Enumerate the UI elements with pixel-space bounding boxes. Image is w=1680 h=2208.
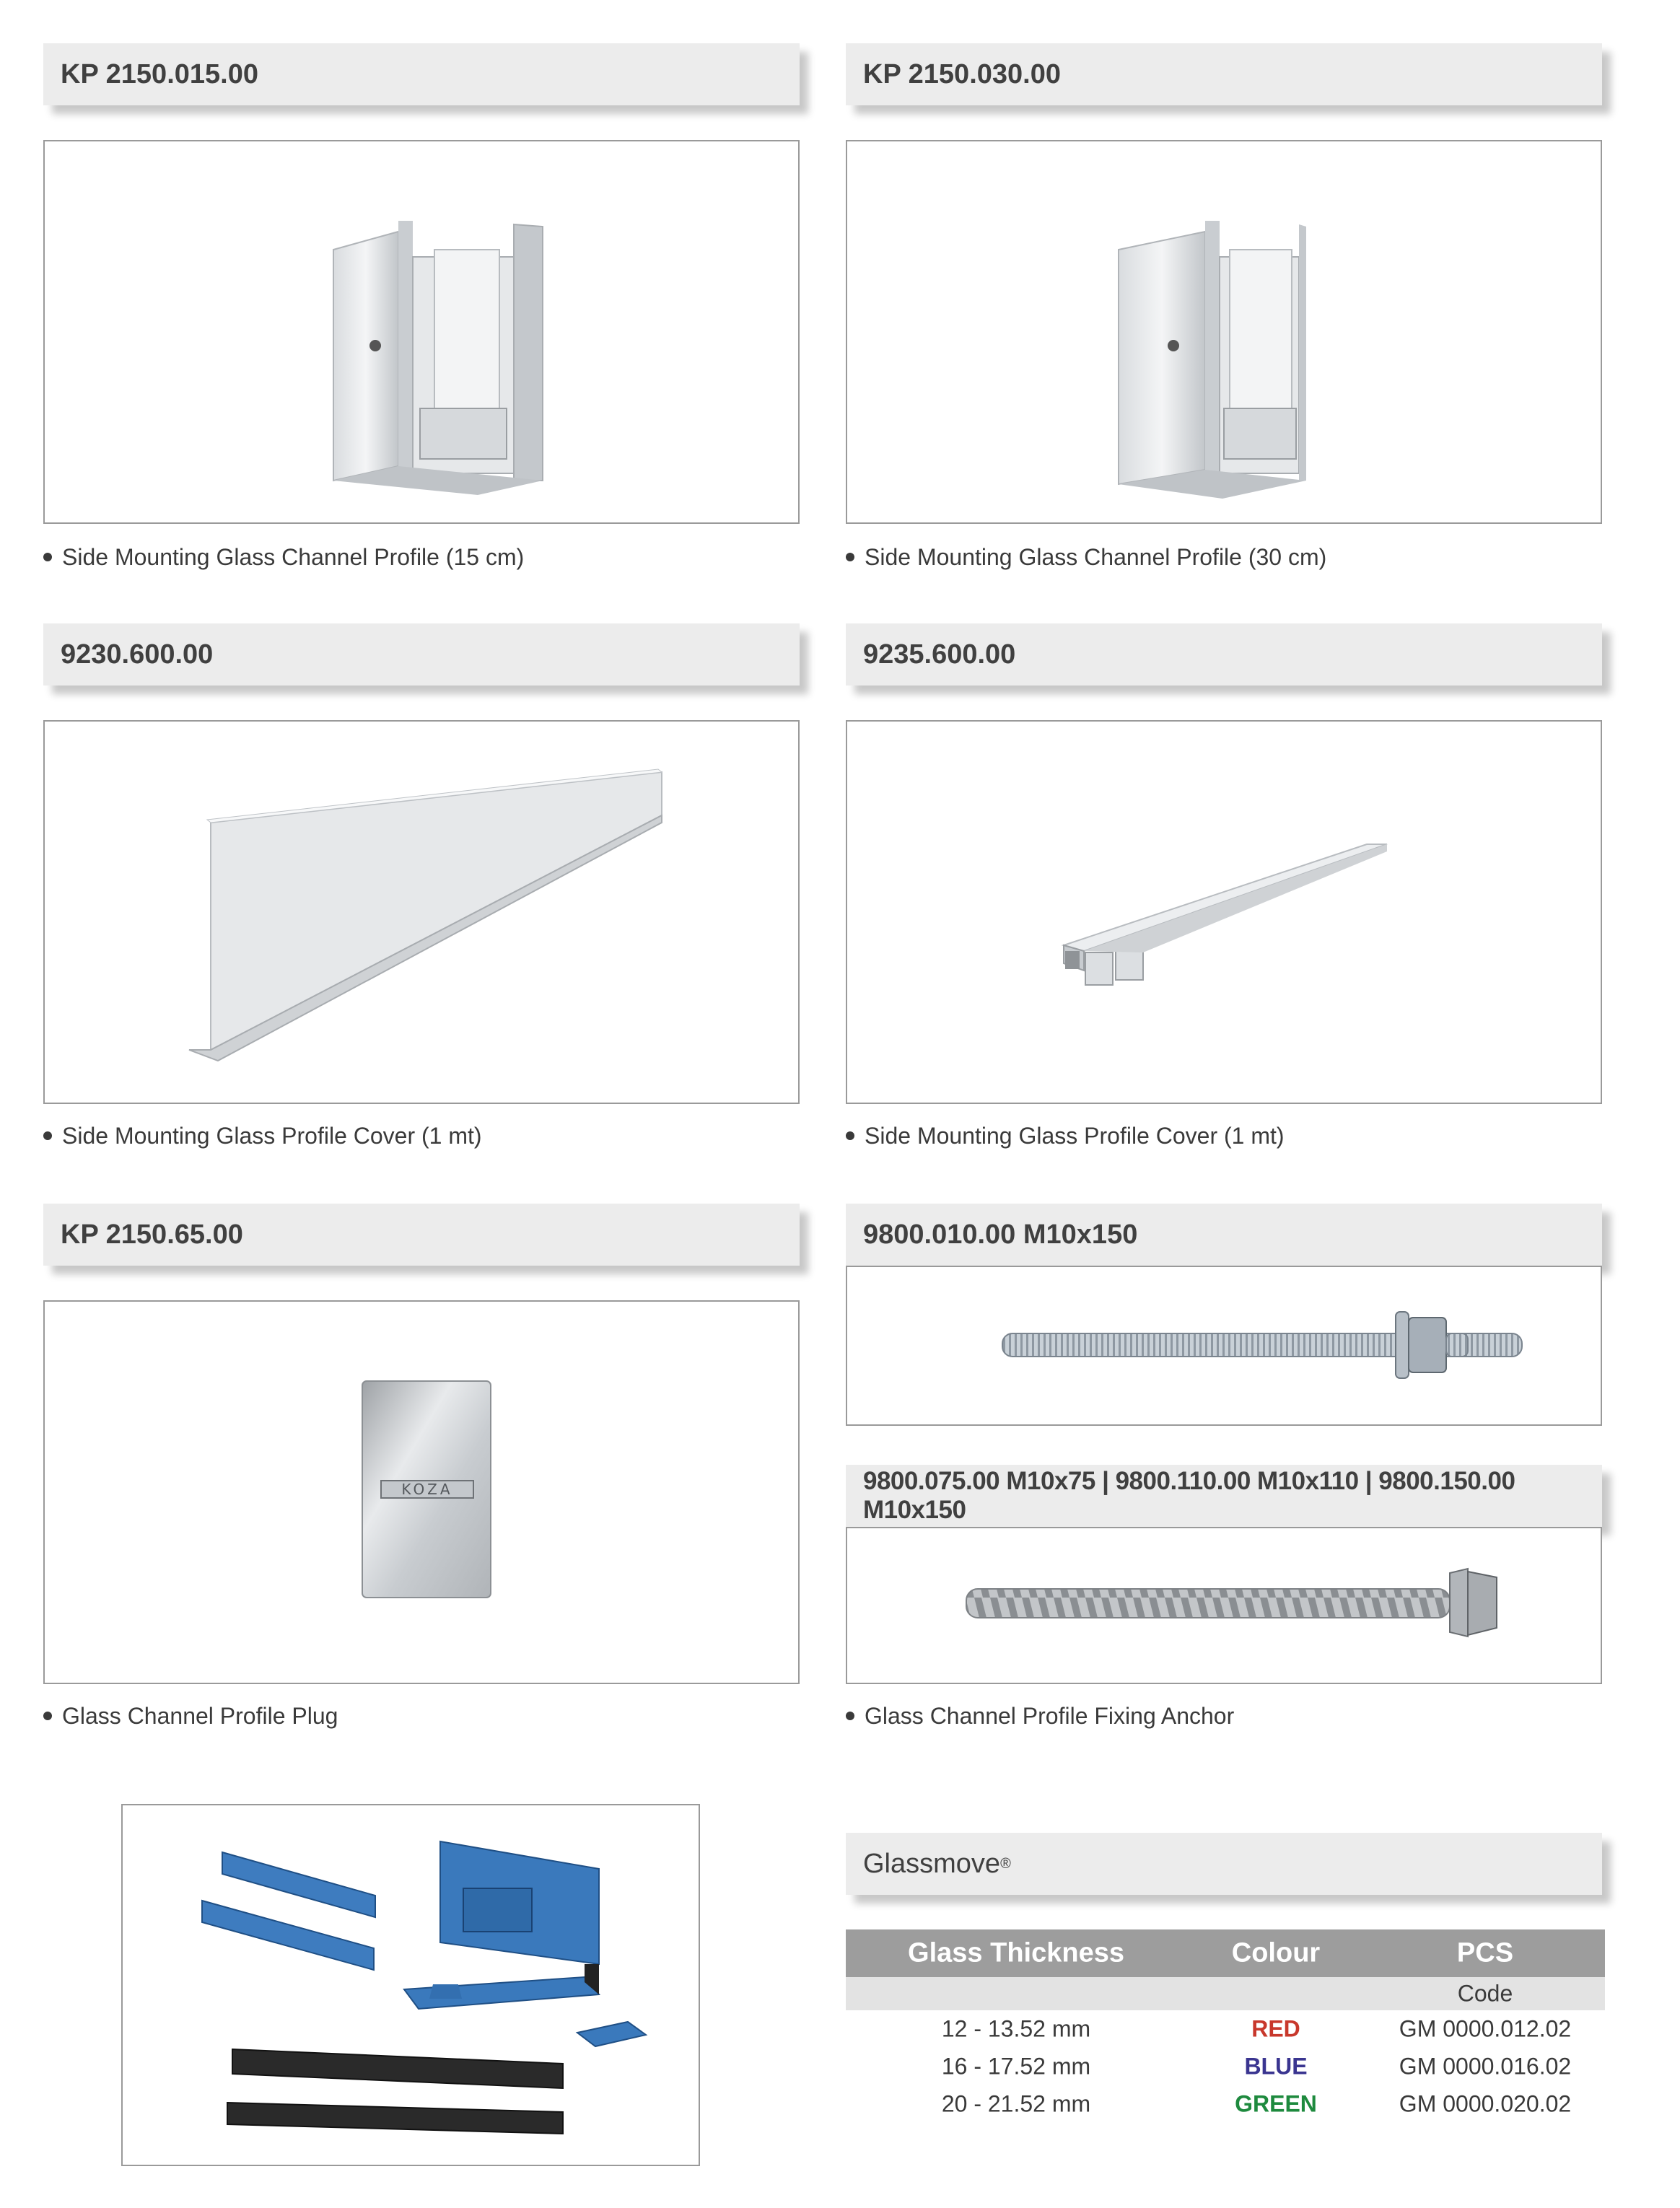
code-cell: GM 0000.012.02 bbox=[1399, 2015, 1572, 2042]
product-image-frame bbox=[846, 720, 1602, 1104]
profile-cover-image bbox=[847, 722, 1601, 1103]
product-code-header: 9230.600.00 bbox=[43, 623, 800, 685]
product-caption: Glass Channel Profile Fixing Anchor bbox=[846, 1703, 1234, 1730]
threaded-rod-image bbox=[847, 1267, 1601, 1424]
anchor-image-frame bbox=[846, 1266, 1602, 1426]
product-code-header: KP 2150.015.00 bbox=[43, 43, 800, 105]
product-image-frame bbox=[43, 1300, 800, 1684]
glass-channel-profile-image bbox=[45, 141, 798, 522]
table-subheader-row bbox=[846, 1977, 1605, 2010]
colour-cell: GREEN bbox=[1235, 2090, 1317, 2117]
product-code-header: KP 2150.65.00 bbox=[43, 1204, 800, 1266]
screw-anchor-image bbox=[847, 1528, 1601, 1683]
colour-cell: BLUE bbox=[1244, 2053, 1308, 2080]
thickness-cell: 16 - 17.52 mm bbox=[941, 2053, 1091, 2080]
glassmove-image-frame bbox=[121, 1804, 700, 2166]
product-code-header: KP 2150.030.00 bbox=[846, 43, 1602, 105]
product-caption: Glass Channel Profile Plug bbox=[43, 1703, 338, 1730]
product-image-frame bbox=[43, 140, 800, 524]
colour-cell: RED bbox=[1251, 2015, 1300, 2042]
product-caption: Side Mounting Glass Channel Profile (30 cm) bbox=[846, 544, 1326, 571]
profile-plug-image bbox=[45, 1302, 798, 1683]
glassmove-table bbox=[846, 1929, 1605, 2123]
product-caption: Side Mounting Glass Channel Profile (15 cm) bbox=[43, 544, 524, 571]
product-image-frame bbox=[43, 720, 800, 1104]
plug-brand-label: KOZA bbox=[401, 1481, 453, 1498]
glass-channel-profile-image bbox=[847, 141, 1601, 522]
header-glass-thickness: Glass Thickness bbox=[908, 1937, 1124, 1968]
glassmove-parts-image bbox=[123, 1805, 699, 2165]
profile-cover-image bbox=[45, 722, 798, 1103]
anchor-code-header: 9800.010.00 M10x150 bbox=[846, 1204, 1602, 1266]
code-cell: GM 0000.020.02 bbox=[1399, 2090, 1572, 2117]
table-header-row bbox=[846, 1929, 1605, 1977]
table-row bbox=[846, 2010, 1605, 2048]
table-row bbox=[846, 2048, 1605, 2085]
glassmove-title: Glassmove bbox=[863, 1848, 1001, 1879]
header-colour: Colour bbox=[1231, 1937, 1321, 1968]
thickness-cell: 12 - 13.52 mm bbox=[941, 2015, 1091, 2042]
product-code-header: 9235.600.00 bbox=[846, 623, 1602, 685]
product-image-frame bbox=[846, 140, 1602, 524]
anchor-image-frame bbox=[846, 1527, 1602, 1684]
table-row bbox=[846, 2085, 1605, 2123]
header-pcs: PCS bbox=[1456, 1937, 1514, 1968]
product-caption: Side Mounting Glass Profile Cover (1 mt) bbox=[846, 1123, 1285, 1149]
product-caption: Side Mounting Glass Profile Cover (1 mt) bbox=[43, 1123, 482, 1149]
code-cell: GM 0000.016.02 bbox=[1399, 2053, 1572, 2080]
anchor-codes-header: 9800.075.00 M10x75 | 9800.110.00 M10x110 | 9800.150.00 M10x150 bbox=[846, 1465, 1602, 1527]
subheader-code: Code bbox=[1457, 1980, 1513, 2007]
glassmove-title-header bbox=[846, 1833, 1602, 1895]
trademark-symbol: ® bbox=[1000, 1855, 1011, 1872]
thickness-cell: 20 - 21.52 mm bbox=[941, 2090, 1091, 2117]
